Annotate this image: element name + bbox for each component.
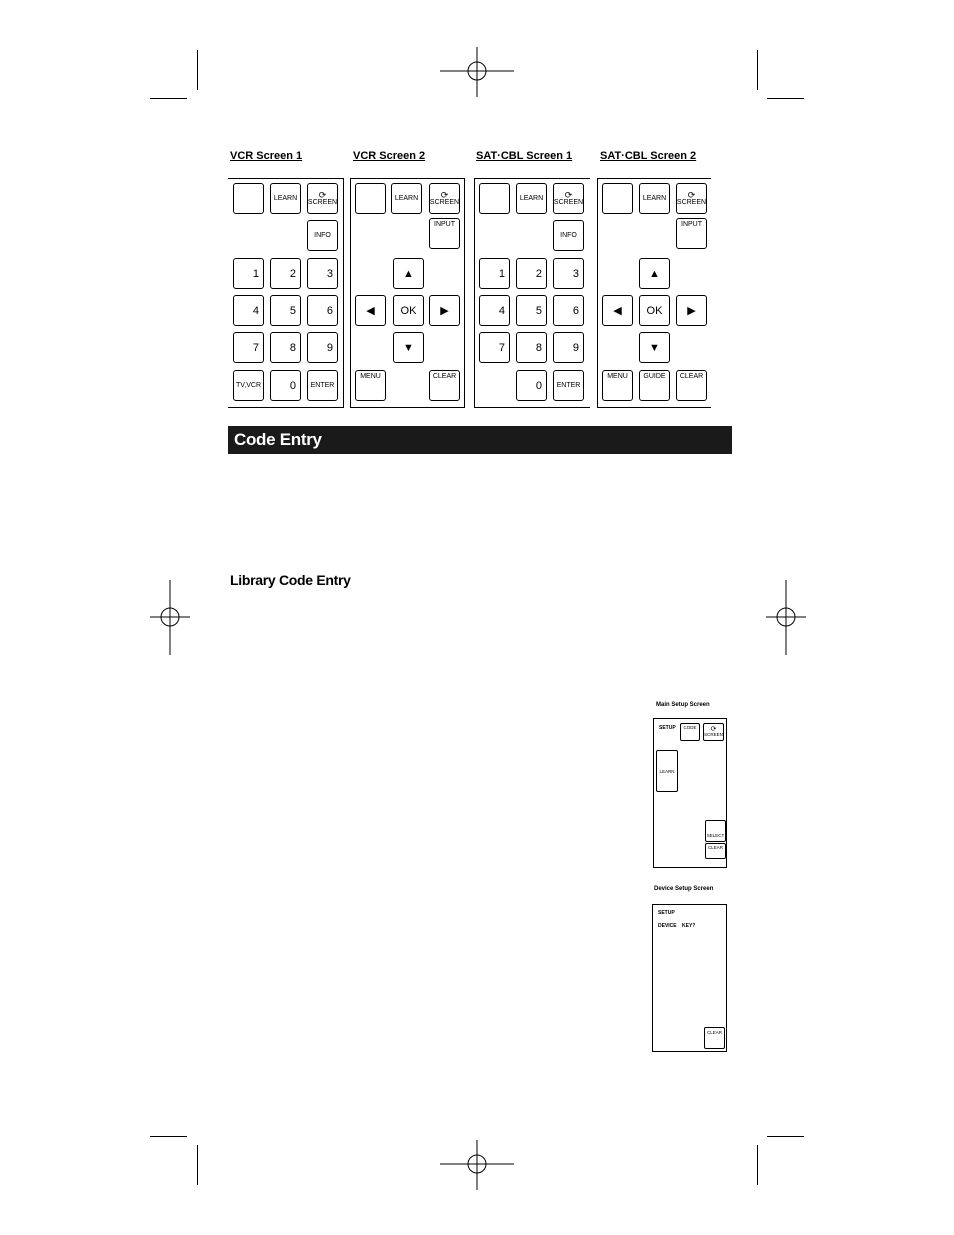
key-7[interactable]: 7 — [233, 332, 264, 363]
main-setup-caption: Main Setup Screen — [656, 702, 710, 708]
up-arrow-icon: ▲ — [403, 267, 414, 280]
crop-mark-top-right-v — [757, 50, 758, 90]
vcr-screen-1-panel — [228, 178, 344, 408]
up-arrow-key[interactable] — [393, 258, 424, 289]
blank-key[interactable] — [602, 183, 633, 214]
setup-label: SETUP — [659, 725, 676, 731]
up-arrow-icon: ▲ — [649, 267, 660, 280]
right-arrow-icon: ▶ — [440, 305, 449, 317]
learn-key[interactable]: LEARN — [270, 183, 301, 214]
key-6[interactable]: 6 — [307, 295, 338, 326]
down-arrow-key[interactable] — [393, 332, 424, 363]
clear-key[interactable]: CLEAR — [705, 843, 726, 859]
crop-mark-top-right-h — [767, 98, 804, 99]
clear-key[interactable]: CLEAR — [704, 1027, 725, 1049]
left-arrow-icon: ◀ — [613, 305, 622, 317]
rotate-icon: ⟳ — [710, 726, 717, 733]
ok-key[interactable]: OK — [393, 295, 424, 326]
key-7[interactable]: 7 — [479, 332, 510, 363]
device-label: DEVICE — [658, 923, 677, 929]
key-6[interactable]: 6 — [553, 295, 584, 326]
menu-key[interactable]: MENU — [355, 370, 386, 401]
key-1[interactable]: 1 — [233, 258, 264, 289]
learn-key[interactable]: LEARN — [391, 183, 422, 214]
registration-mark-right — [766, 580, 806, 655]
key-8[interactable]: 8 — [516, 332, 547, 363]
learn-key[interactable]: LEARN — [656, 750, 678, 792]
guide-key[interactable]: GUIDE — [639, 370, 670, 401]
crop-mark-bottom-left-v — [197, 1145, 198, 1185]
rotate-icon: ⟳ — [564, 189, 573, 200]
key-4[interactable]: 4 — [233, 295, 264, 326]
key-0[interactable]: 0 — [516, 370, 547, 401]
screen-key[interactable]: ⟳ SCREEN — [429, 183, 460, 214]
right-arrow-key[interactable] — [429, 295, 460, 326]
blank-key[interactable] — [355, 183, 386, 214]
key-1[interactable]: 1 — [479, 258, 510, 289]
screen-label-satcbl-1: SAT·CBL Screen 1 — [476, 150, 573, 162]
screen-key[interactable]: ⟳ SCREEN — [307, 183, 338, 214]
rotate-icon: ⟳ — [318, 189, 327, 200]
registration-mark-left — [150, 580, 190, 655]
key-9[interactable]: 9 — [307, 332, 338, 363]
down-arrow-icon: ▼ — [403, 341, 414, 354]
clear-key[interactable]: CLEAR — [429, 370, 460, 401]
key-3[interactable]: 3 — [553, 258, 584, 289]
device-setup-caption: Device Setup Screen — [654, 886, 714, 892]
left-arrow-icon: ◀ — [366, 305, 375, 317]
clear-key[interactable]: CLEAR — [676, 370, 707, 401]
left-arrow-key[interactable] — [355, 295, 386, 326]
tv-vcr-key[interactable]: TV,VCR — [233, 370, 264, 401]
right-arrow-icon: ▶ — [687, 305, 696, 317]
input-key[interactable]: INPUT — [429, 218, 460, 249]
crop-mark-top-left-v — [197, 50, 198, 90]
up-arrow-key[interactable] — [639, 258, 670, 289]
key-prompt: KEY? — [682, 923, 696, 929]
main-setup-panel — [653, 718, 727, 868]
blank-key[interactable] — [233, 183, 264, 214]
setup-label: SETUP — [658, 910, 675, 916]
info-key[interactable]: INFO — [553, 220, 584, 251]
satcbl-screen-2-panel — [597, 178, 711, 408]
key-8[interactable]: 8 — [270, 332, 301, 363]
screen-key[interactable]: ⟳ SCREEN — [553, 183, 584, 214]
enter-key[interactable]: ENTER — [553, 370, 584, 401]
section-banner: Code Entry — [228, 426, 732, 454]
key-5[interactable]: 5 — [270, 295, 301, 326]
section-heading: Library Code Entry — [230, 572, 351, 588]
screen-label-vcr-2: VCR Screen 2 — [353, 150, 426, 162]
down-arrow-icon: ▼ — [649, 341, 660, 354]
learn-key[interactable]: LEARN — [516, 183, 547, 214]
crop-mark-top-left-h — [150, 98, 187, 99]
screen-label-vcr-1: VCR Screen 1 — [230, 150, 303, 162]
ok-key[interactable]: OK — [639, 295, 670, 326]
info-key[interactable]: INFO — [307, 220, 338, 251]
key-2[interactable]: 2 — [270, 258, 301, 289]
registration-mark-top — [440, 47, 514, 97]
screen-label-satcbl-2: SAT·CBL Screen 2 — [600, 150, 697, 162]
screen-key[interactable]: ⟳ SCREEN — [676, 183, 707, 214]
key-4[interactable]: 4 — [479, 295, 510, 326]
rotate-icon: ⟳ — [687, 189, 696, 200]
rotate-icon: ⟳ — [440, 189, 449, 200]
learn-key[interactable]: LEARN — [639, 183, 670, 214]
crop-mark-bottom-right-v — [757, 1145, 758, 1185]
key-0[interactable]: 0 — [270, 370, 301, 401]
key-9[interactable]: 9 — [553, 332, 584, 363]
blank-key[interactable] — [479, 183, 510, 214]
left-arrow-key[interactable] — [602, 295, 633, 326]
select-key[interactable]: SELECT — [705, 820, 726, 842]
enter-key[interactable]: ENTER — [307, 370, 338, 401]
down-arrow-key[interactable] — [639, 332, 670, 363]
screen-key[interactable]: ⟳ SCREEN — [703, 723, 724, 741]
key-2[interactable]: 2 — [516, 258, 547, 289]
registration-mark-bottom — [440, 1140, 514, 1190]
vcr-screen-2-panel — [350, 178, 465, 408]
key-5[interactable]: 5 — [516, 295, 547, 326]
crop-mark-bottom-left-h — [150, 1136, 187, 1137]
menu-key[interactable]: MENU — [602, 370, 633, 401]
satcbl-screen-1-panel — [474, 178, 590, 408]
key-3[interactable]: 3 — [307, 258, 338, 289]
right-arrow-key[interactable] — [676, 295, 707, 326]
code-key[interactable]: CODE — [680, 723, 700, 741]
input-key[interactable]: INPUT — [676, 218, 707, 249]
device-setup-panel — [652, 904, 727, 1052]
crop-mark-bottom-right-h — [767, 1136, 804, 1137]
